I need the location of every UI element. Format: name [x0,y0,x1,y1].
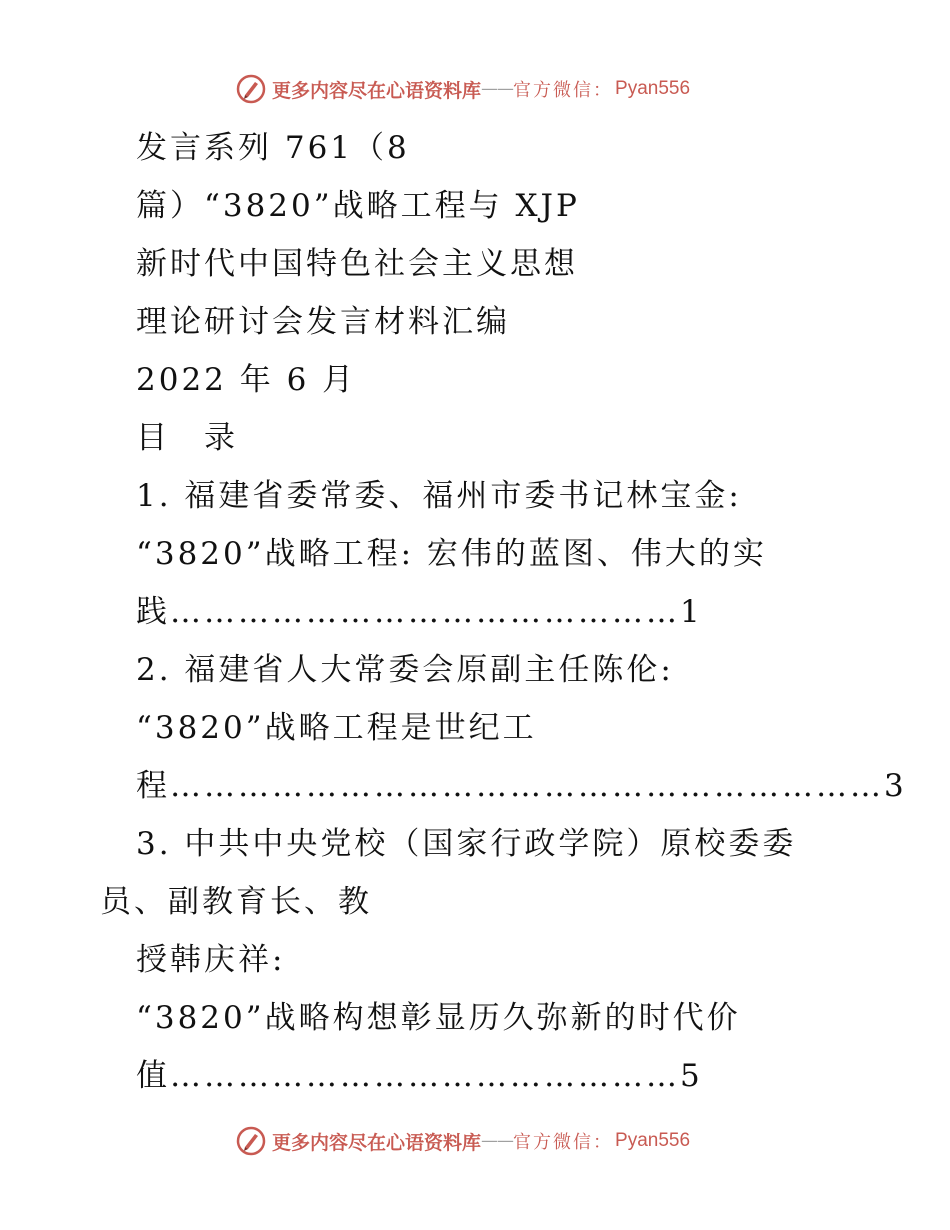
toc-entry-3-author-end: 授韩庆祥: [136,942,286,978]
doc-title-line-3: 新时代中国特色社会主义思想 [136,246,578,282]
doc-title-line-2: 篇）“3820”战略工程与 XJP [136,188,580,224]
watermark-label: 官方微信： [513,80,614,101]
toc-entry-1-author: 1. 福建省委常委、福州市委书记林宝金: [136,478,742,514]
toc-entry-3-author: 3. 中共中央党校（国家行政学院）原校委委 [136,826,797,862]
toc-entry-1-title: “3820”战略工程: 宏伟的蓝图、伟大的实 [136,536,767,572]
toc-entry-2-page: 程………………………………………………………3 [136,768,907,804]
toc-entry-3-title: “3820”战略构想彰显历久弥新的时代价 [136,1000,741,1036]
watermark-dash: —— [481,79,514,99]
doc-title-line-4: 理论研讨会发言材料汇编 [136,304,510,340]
toc-entry-2-author: 2. 福建省人大常委会原副主任陈伦: [136,652,674,688]
footer-watermark [236,1124,690,1158]
toc-entry-2-title: “3820”战略工程是世纪工 [136,710,537,746]
watermark-dash: —— [481,1131,514,1151]
watermark-label: 官方微信： [513,1132,614,1153]
pen-logo-icon [236,1126,266,1156]
toc-entry-3-author-cont: 员、副教育长、教 [100,884,372,920]
header-watermark [236,72,690,106]
toc-heading: 目 录 [136,420,238,456]
watermark-id: Pyan556 [615,1130,691,1151]
doc-date: 2022 年 6 月 [136,362,357,398]
doc-title-line-1: 发言系列 761（8 [136,130,410,166]
toc-entry-1-page: 践………………………………………1 [136,594,703,630]
watermark-text: 更多内容尽在心语资料库 [272,1131,482,1154]
pen-logo-icon [236,74,266,104]
watermark-id: Pyan556 [615,78,691,99]
toc-entry-3-page: 值………………………………………5 [136,1058,703,1094]
watermark-text: 更多内容尽在心语资料库 [272,79,482,102]
